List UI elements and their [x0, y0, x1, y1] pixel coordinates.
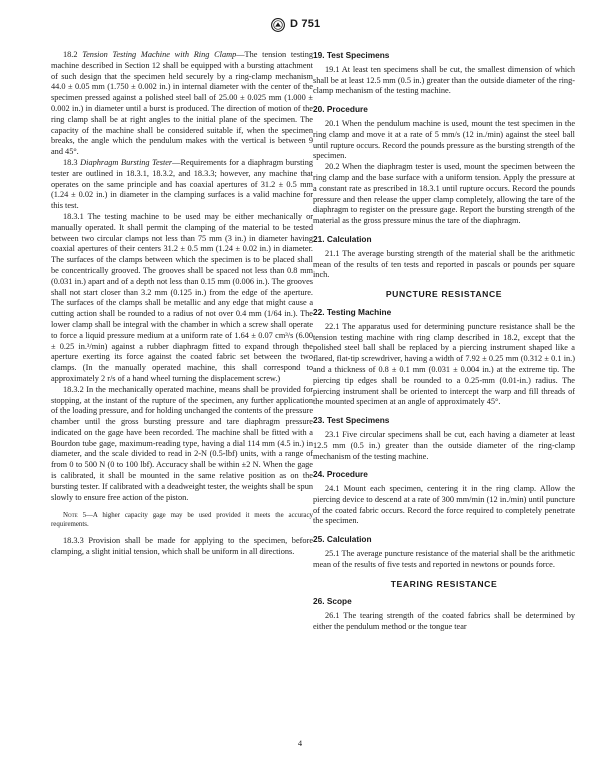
standard-designation: D 751 [290, 18, 321, 30]
paragraph-21-1: 21.1 The average bursting strength of the material shall be the arithmetic mean of the results of ten tests and reported in pascals or pounds per square inch. [313, 248, 575, 280]
paragraph-25-1: 25.1 The average puncture resistance of the material shall be the arithmetic mean of the results of five tests and reported in newtons or pounds force. [313, 549, 575, 569]
heading-25: 25. Calculation [313, 534, 372, 545]
paragraph-18-3-2: 18.3.2 In the mechanically operated machine, means shall be provided for stopping, at the instant of the rupture of the specimen, any further application of the loading pressure, and for holding unchanged the contents of the pressure chamber until the gross bursting pressure and tare diaphragm pressure indicated on the gage have been recorded. The machine shall be fitted with a Bourdon tube gage, maximum-reading type, having a dial 114 mm (4.5 in.) in diameter, and the scale divided to read in 2-N (0.5-lbf) units, with a range of from 0 to 500 N (0 to 100 lbf). Accuracy shall be within ±2 N. When the gage is calibrated, it shall be mounted in the same relative position as on the bursting tester. If calibrated with a deadweight tester, the weights shall be spun slowly to ensure free action of the piston. [51, 384, 313, 502]
section-title-tearing: TEARING RESISTANCE [390, 578, 498, 589]
right-column [313, 50, 575, 633]
paragraph-26-1: 26.1 The tearing strength of the coated fabrics shall be determined by either the pendulum method or the tongue tear [313, 611, 575, 632]
heading-26: 26. Scope [313, 596, 352, 607]
paragraph-22-1: 22.1 The apparatus used for determining puncture resistance shall be the tension testing machine with ring clamp described in 18.2, except that the polished steel ball shall be replaced by a piercing instrument shaped like a flared, flat-tip screwdriver, having a width of 7.92 ± 0.25 mm (0.312 ± 0.1 in.) and a thickness of 0.8 ± 0.1 mm (0.031 ± 0.004 in.) at the extreme tip. The piercing tip edges shall be rounded to a 0.25-mm (0.01-in.) radius. The piercing instrument shall be oriented to intercept the warp and fill threads of the mounted specimen at an angle of approximately 45°. [313, 321, 575, 407]
astm-logo-icon [271, 18, 285, 32]
paragraph-18-3: 18.3 Diaphragm Bursting Tester—Requirements for a diaphragm bursting tester are outlined in 18.3.1, 18.3.2, and 18.3.3; however, any machine that operates on the same principle and has coaxial apertures of 31.2 ± 0.5 mm (1.24 ± 0.02 in.) in diameter in the clamping surfaces is a valid machine for this test. [51, 157, 313, 211]
page-header [0, 18, 600, 40]
paragraph-23-1: 23.1 Five circular specimens shall be cut, each having a diameter at least 12.5 mm (0.5 in.) greater than the outside diameter of the ring-clamp mechanism of the testing machine. [313, 429, 575, 461]
heading-20: 20. Procedure [313, 104, 368, 115]
left-column [51, 50, 313, 558]
paragraph-18-3-3: 18.3.3 Provision shall be made for applying to the specimen, before clamping, a slight initial tension, which shall be uniform in all directions. [51, 536, 313, 557]
paragraph-18-2: 18.2 Tension Testing Machine with Ring Clamp—The tension testing machine described in Section 12 shall be equipped with a bursting attachment of such design that the specimen held securely by a ring-clamp mechanism 44.0 ± 0.05 mm (1.750 ± 0.002 in.) in internal diameter with the center of the specimen pressed against a polished steel ball of 25.00 ± 0.025 mm (1.000 ± 0.002 in.) in diameter until a burst is produced. The direction of motion of the ring clamp shall be at right angles to the initial plane of the specimen. The capacity of the machine shall be considered suitable if, when the specimen breaks, the angle which the pendulum makes with the vertical is between 9 and 45°. [51, 50, 313, 157]
heading-24: 24. Procedure [313, 469, 368, 480]
heading-22: 22. Testing Machine [313, 306, 392, 317]
heading-19: 19. Test Specimens [313, 50, 390, 60]
heading-23: 23. Test Specimens [313, 415, 390, 426]
paragraph-19-1: 19.1 At least ten specimens shall be cut, the smallest dimension of which shall be at least 12.5 mm (0.5 in.) greater than the outside diameter of the ring-clamp mechanism of the testing machine. [313, 64, 575, 96]
page-number: 4 [297, 738, 303, 748]
note-5: Note 5—A higher capacity gage may be used provided it meets the accuracy requirements. [51, 512, 313, 529]
paragraph-20-2: 20.2 When the diaphragm tester is used, mount the specimen between the ring clamp and the base surface with a uniform tension. Apply the pressure at a constant rate as prescribed in 18.3.1 until rupture occurs. Record the pounds pressure and then release the upper clamp completely, allowing the tare of the diaphragm to register on the pressure gage. Report the bursting strength of the material as the gross pressure minus the tare of the diaphragm. [313, 162, 575, 226]
paragraph-20-1: 20.1 When the pendulum machine is used, mount the test specimen in the ring clamp and move it at a rate of 5 mm/s (12 in./min) against the steel ball until rupture occurs. Record the pounds pressure as the bursting strength of the specimen. [313, 118, 575, 161]
paragraph-18-3-1: 18.3.1 The testing machine to be used may be either mechanically or manually operated. It shall permit the clamping of the material to be tested between two circular clamps not less than 75 mm (3 in.) in diameter having coaxial apertures of their centers 31.2 ± 0.5 mm (1.24 ± 0.02 in.) in diameter. The surfaces of the clamps between which the specimen is to be placed shall be concentrically grooved. The grooves shall be spaced not less than 0.8 mm (0.031 in.) apart and of a depth not less than 0.15 mm (0.006 in.). The grooves shall not start closer than 3.2 mm (0.125 in.) from the edge of the aperture. The surfaces of the clamps shall be metallic and any edge that might cause a cutting action shall be rounded to a radius of not over 0.4 mm (1/64 in.). The lower clamp shall be integral with the chamber in which a screw shall operate to force a liquid pressure medium at a uniform rate of 1.64 ± 0.07 cm³/s (6.00 ± 0.25 in.³/min) against a rubber diaphragm fitted to expand through the aperture exerting its force against the coated fabric set between the two clamps. (In the manually operated machine, this shall correspond to approximately 2 r/s of a hand wheel turning the displacement screw.) [51, 211, 313, 383]
heading-21: 21. Calculation [313, 233, 372, 244]
section-title-puncture: PUNCTURE RESISTANCE [385, 289, 503, 300]
paragraph-24-1: 24.1 Mount each specimen, centering it in the ring clamp. Allow the piercing device to descend at a rate of 300 mm/min (12 in./min) until puncture of the coated fabric occurs. Record the force required to completely penetrate the specimen. [313, 484, 575, 526]
